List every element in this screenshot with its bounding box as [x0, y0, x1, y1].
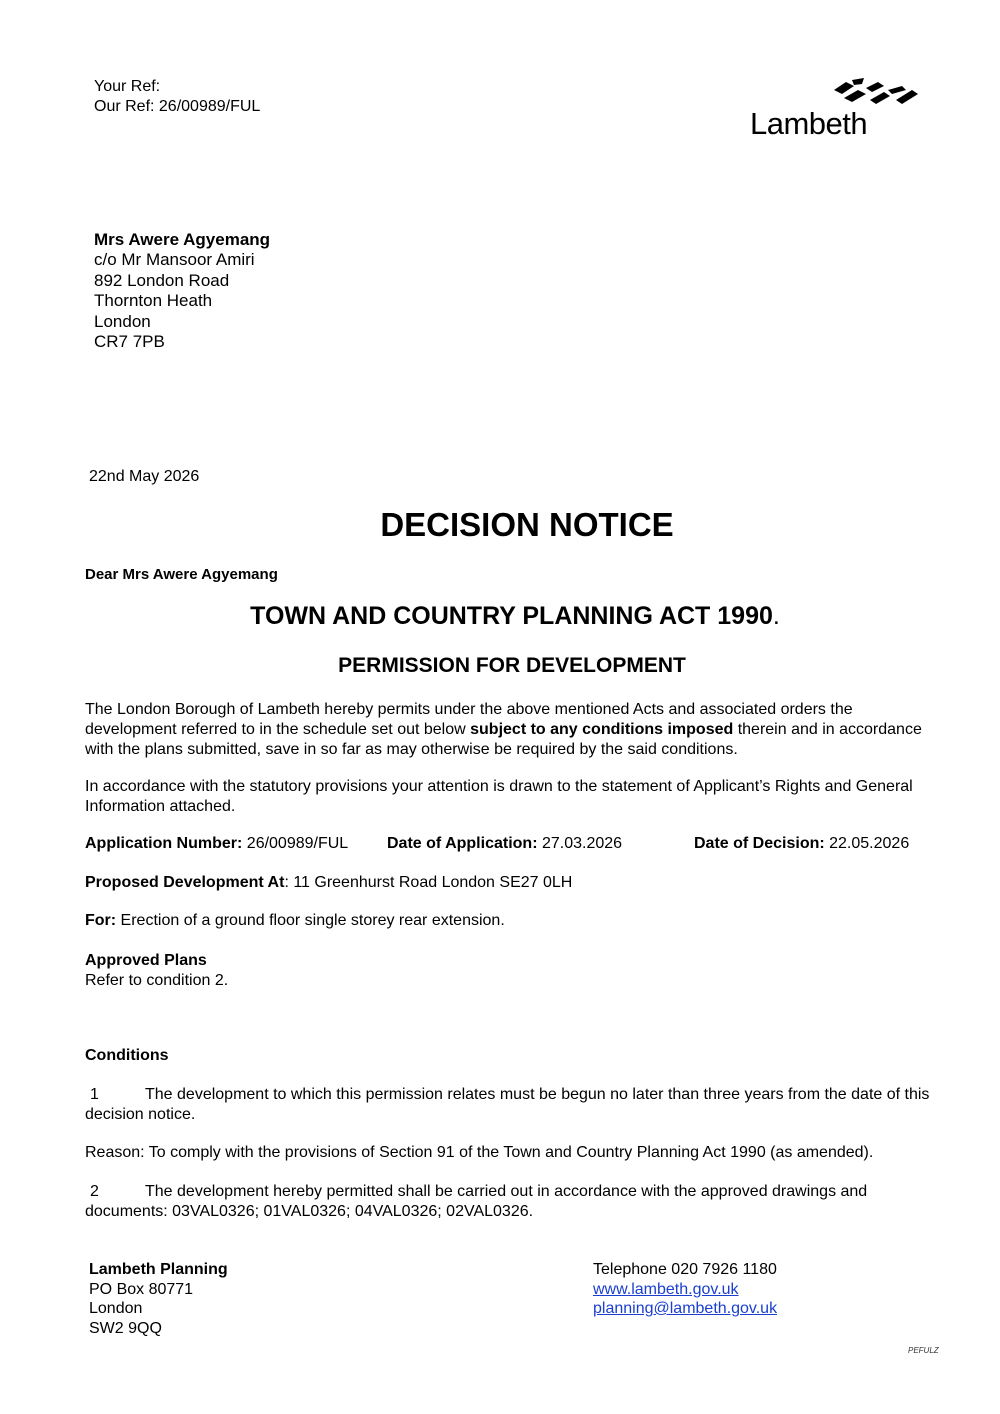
condition-text: The development to which this permission relates must be begun no later than three years from the date of this decision notice. [85, 1086, 930, 1123]
footer-contact [593, 1260, 777, 1319]
application-number-value: 26/00989/FUL [242, 835, 349, 852]
act-heading-text: TOWN AND COUNTRY PLANNING ACT 1990 [250, 602, 773, 630]
address-line: 892 London Road [94, 270, 230, 290]
decision-date-value: 22.05.2026 [824, 835, 910, 852]
application-number [85, 835, 348, 853]
decision-date [694, 835, 909, 853]
paragraph-text: therein and in accordance with the plans submitted, save in so far as may otherwise be required by the said conditions. [85, 721, 922, 758]
condition-number: 2 [90, 1183, 99, 1200]
form-code: PEFULZ [908, 1346, 939, 1355]
salutation: Dear Mrs Awere Agyemang [85, 566, 278, 583]
application-date-value: 27.03.2026 [537, 835, 623, 852]
references [94, 77, 260, 117]
footer-phone: Telephone 020 7926 1180 [593, 1261, 777, 1278]
recipient-name: Mrs Awere Agyemang [94, 230, 271, 249]
condition-1-reason: Reason: To comply with the provisions of Section 91 of the Town and Country Planning Act 1990 (as amended). [85, 1144, 874, 1161]
lambeth-logo-icon [832, 76, 922, 110]
act-heading-dot: . [772, 602, 780, 630]
recipient-address [94, 230, 270, 352]
application-number-label: Application Number: [85, 835, 243, 852]
paragraph-emphasis: subject to any conditions imposed [470, 721, 734, 738]
footer-address [89, 1260, 228, 1338]
condition-number: 1 [90, 1086, 99, 1103]
development-description [85, 912, 505, 930]
footer-org: Lambeth Planning [89, 1261, 228, 1278]
lambeth-logo [748, 76, 923, 146]
decision-date-label: Date of Decision: [694, 835, 825, 852]
approved-plans-text: Refer to condition 2. [85, 972, 229, 989]
paragraph-text: The London Borough of Lambeth hereby permits under the above mentioned Acts and associated orders the development referred to in the schedule set out below [85, 701, 853, 738]
permission-paragraph [85, 700, 925, 760]
approved-plans [85, 951, 228, 991]
proposed-label: Proposed Development At [85, 874, 285, 891]
address-line: Thornton Heath [94, 291, 213, 311]
footer-city: London [89, 1300, 143, 1317]
permission-heading: PERMISSION FOR DEVELOPMENT [338, 654, 686, 677]
condition-text: The development hereby permitted shall be carried out in accordance with the approved drawings and documents: 03VAL0326; 01VAL0326; 04VAL0326; 02VAL0326. [85, 1183, 868, 1220]
footer-box: PO Box 80771 [89, 1280, 194, 1298]
our-ref: Our Ref: 26/00989/FUL [94, 98, 261, 115]
page-title: DECISION NOTICE [380, 506, 674, 543]
website-link[interactable]: www.lambeth.gov.uk [593, 1280, 739, 1298]
for-value: Erection of a ground floor single storey rear extension. [116, 912, 505, 929]
email-link[interactable]: planning@lambeth.gov.uk [593, 1300, 778, 1317]
for-label: For: [85, 912, 117, 929]
letter-date: 22nd May 2026 [89, 468, 200, 485]
address-line: c/o Mr Mansoor Amiri [94, 250, 255, 270]
proposed-value: : 11 Greenhurst Road London SE27 0LH [284, 874, 573, 891]
your-ref: Your Ref: [94, 78, 161, 95]
logo-wordmark: Lambeth [750, 106, 868, 141]
condition-1 [85, 1085, 945, 1125]
footer-postcode: SW2 9QQ [89, 1319, 162, 1337]
approved-plans-heading: Approved Plans [85, 952, 207, 969]
proposed-development [85, 874, 572, 892]
address-line: CR7 7PB [94, 332, 165, 352]
address-line: London [94, 311, 151, 331]
condition-2 [85, 1182, 945, 1222]
application-date-label: Date of Application: [387, 835, 538, 852]
rights-paragraph: In accordance with the statutory provisions your attention is drawn to the statement of Applicant’s Rights and General Information attached. [85, 778, 913, 815]
act-heading [0, 602, 1000, 631]
application-date [387, 835, 622, 853]
conditions-heading: Conditions [85, 1047, 169, 1064]
